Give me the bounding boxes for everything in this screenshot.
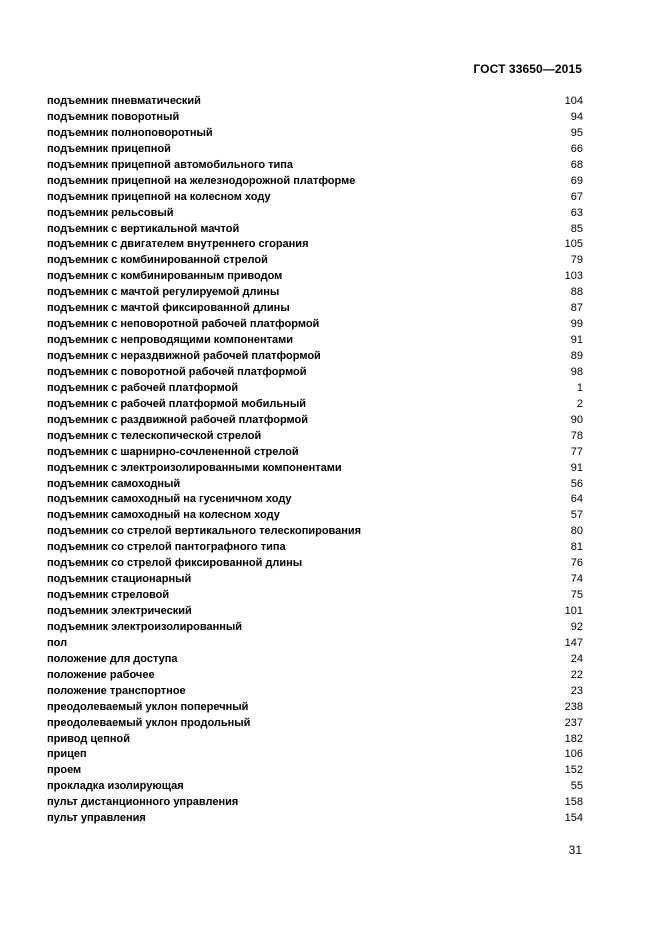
index-term-number: 101 — [564, 605, 583, 617]
index-term: положение транспортное — [47, 684, 186, 697]
index-term-number: 56 — [570, 477, 583, 490]
index-term-number: 95 — [570, 126, 583, 139]
index-term: подъемник с шарнирно-сочлененной стрелой — [47, 445, 299, 458]
index-term: пульт управления — [47, 812, 146, 825]
index-term: подъемник электрический — [47, 605, 192, 617]
index-term: проем — [47, 764, 82, 777]
index-entry — [47, 237, 583, 253]
index-term: подъемник самоходный — [47, 477, 181, 490]
index-term-number: 85 — [570, 222, 583, 235]
index-entry — [47, 301, 583, 317]
index-entry — [47, 700, 583, 716]
index-term: подъемник с поворотной рабочей платформой — [47, 365, 307, 378]
index-entry — [47, 492, 583, 508]
index-term-number: 182 — [564, 732, 583, 745]
index-term: подъемник с комбинированной стрелой — [47, 254, 268, 267]
index-term-number: 79 — [570, 254, 583, 267]
index-entry — [47, 477, 583, 493]
index-term: подъемник прицепной — [47, 142, 171, 155]
index-term: прицеп — [47, 748, 87, 761]
index-term-number: 89 — [570, 350, 583, 362]
index-entry — [47, 508, 583, 524]
index-entry — [47, 636, 583, 652]
index-term: подъемник прицепной на железнодорожной платформе — [47, 174, 356, 187]
index-term: подъемник прицепной на колесном ходу — [47, 190, 271, 203]
index-entry — [47, 556, 583, 572]
index-term: преодолеваемый уклон поперечный — [47, 700, 249, 713]
index-term-number: 154 — [564, 812, 583, 825]
index-term: подъемник с мачтой регулируемой длины — [47, 286, 280, 299]
index-term: подъемник с комбинированным приводом — [47, 270, 283, 283]
index-entry — [47, 413, 583, 429]
index-entry — [47, 668, 583, 684]
index-entry — [47, 684, 583, 700]
index-term: привод цепной — [47, 732, 131, 745]
index-term: подъемник со стрелой фиксированной длины — [47, 557, 303, 570]
index-term-number: 91 — [570, 334, 583, 347]
index-term-number: 77 — [570, 445, 583, 458]
index-entry — [47, 94, 583, 110]
index-entry — [47, 365, 583, 381]
index-entry — [47, 253, 583, 269]
index-term: подъемник с двигателем внутреннего сгорания — [47, 238, 309, 251]
index-term-number: 2 — [576, 397, 583, 410]
index-term-number: 152 — [564, 764, 583, 777]
index-term: пол — [47, 636, 68, 649]
index-term: положение для доступа — [47, 652, 178, 665]
index-entry — [47, 126, 583, 142]
index-term-number: 88 — [570, 286, 583, 299]
index-term: подъемник электроизолированный — [47, 620, 243, 633]
index-term-number: 103 — [564, 270, 583, 283]
index-term-number: 238 — [564, 700, 583, 713]
index-entry — [47, 222, 583, 238]
index-term-number: 105 — [564, 238, 583, 251]
index-entry — [47, 588, 583, 604]
index-term: подъемник самоходный на гусеничном ходу — [47, 493, 292, 506]
index-term-number: 68 — [570, 158, 583, 171]
index-entry — [47, 795, 583, 811]
index-term: подъемник с мачтой фиксированной длины — [47, 302, 290, 315]
index-entry — [47, 763, 583, 779]
index-term-number: 64 — [570, 493, 583, 506]
index-entry — [47, 620, 583, 636]
index-term-number: 55 — [570, 780, 583, 793]
index-term-number: 147 — [564, 636, 583, 649]
index-term-number: 74 — [570, 573, 583, 586]
index-entry — [47, 285, 583, 301]
index-term-number: 66 — [570, 142, 583, 155]
index-term: подъемник самоходный на колесном ходу — [47, 509, 280, 522]
index-term-number: 67 — [570, 190, 583, 203]
index-term: прокладка изолирующая — [47, 780, 184, 793]
index-entry — [47, 747, 583, 763]
index-term-number: 24 — [570, 652, 583, 665]
index-entry — [47, 206, 583, 222]
index-term-number: 87 — [570, 302, 583, 315]
index-term-number: 63 — [570, 206, 583, 219]
document-header: ГОСТ 33650—2015 — [473, 62, 582, 76]
index-term: подъемник полноповоротный — [47, 126, 213, 139]
index-term: подъемник с непроводящими компонентами — [47, 334, 294, 347]
index-entry — [47, 524, 583, 540]
index-entry — [47, 397, 583, 413]
index-entry — [47, 811, 583, 827]
index-term: подъемник с раздвижной рабочей платформой — [47, 413, 309, 426]
index-term: подъемник стреловой — [47, 589, 170, 602]
index-entry — [47, 174, 583, 190]
index-term-number: 22 — [570, 668, 583, 681]
index-entry — [47, 604, 583, 620]
index-term: подъемник прицепной автомобильного типа — [47, 158, 294, 171]
index-entry — [47, 445, 583, 461]
index-entry — [47, 349, 583, 365]
index-term: подъемник со стрелой пантографного типа — [47, 541, 286, 554]
index-term: подъемник рельсовый — [47, 206, 174, 219]
index-term-number: 81 — [570, 541, 583, 554]
index-term-number: 57 — [570, 509, 583, 522]
index-term-number: 69 — [570, 174, 583, 187]
index-term-number: 1 — [576, 381, 583, 394]
index-term-number: 91 — [570, 461, 583, 474]
index-term: подъемник с телескопической стрелой — [47, 429, 262, 442]
index-entry — [47, 652, 583, 668]
index-entry — [47, 779, 583, 795]
index-term: преодолеваемый уклон продольный — [47, 716, 251, 729]
index-entry — [47, 190, 583, 206]
index-entry — [47, 732, 583, 748]
index-term: подъемник с рабочей платформой мобильный — [47, 397, 306, 410]
index-entry — [47, 381, 583, 397]
index-term-number: 94 — [570, 110, 583, 123]
index-term: пульт дистанционного управления — [47, 796, 239, 809]
index-entry — [47, 269, 583, 285]
index-entry — [47, 572, 583, 588]
index-term: подъемник с неповоротной рабочей платформой — [47, 318, 320, 331]
index-term-number: 80 — [570, 525, 583, 538]
index-term-number: 76 — [570, 557, 583, 570]
index-entry — [47, 540, 583, 556]
index-term-number: 99 — [570, 318, 583, 331]
index-term: подъемник пневматический — [47, 95, 201, 107]
page-number: 31 — [568, 843, 582, 857]
index-entry — [47, 333, 583, 349]
index-term: подъемник поворотный — [47, 110, 180, 123]
index-entry — [47, 110, 583, 126]
index-term-number: 75 — [570, 589, 583, 602]
index-term-number: 92 — [570, 620, 583, 633]
index-term-number: 98 — [570, 365, 583, 378]
index-entry — [47, 461, 583, 477]
index-term: подъемник с электроизолированными компонентами — [47, 461, 342, 474]
index-entry — [47, 429, 583, 445]
alphabetical-index — [47, 94, 583, 827]
index-entry — [47, 317, 583, 333]
index-term: подъемник с нераздвижной рабочей платформой — [47, 350, 321, 362]
index-entry — [47, 158, 583, 174]
index-term: подъемник с вертикальной мачтой — [47, 222, 240, 235]
index-term-number: 104 — [564, 95, 583, 107]
index-term-number: 106 — [564, 748, 583, 761]
index-term-number: 90 — [570, 413, 583, 426]
index-entry — [47, 716, 583, 732]
index-term: подъемник стационарный — [47, 573, 192, 586]
index-term: подъемник со стрелой вертикального телескопирования — [47, 525, 362, 538]
index-term-number: 78 — [570, 429, 583, 442]
index-term-number: 23 — [570, 684, 583, 697]
index-term-number: 158 — [564, 796, 583, 809]
index-entry — [47, 142, 583, 158]
index-term: подъемник с рабочей платформой — [47, 381, 239, 394]
index-term-number: 237 — [564, 716, 583, 729]
index-term: положение рабочее — [47, 668, 155, 681]
